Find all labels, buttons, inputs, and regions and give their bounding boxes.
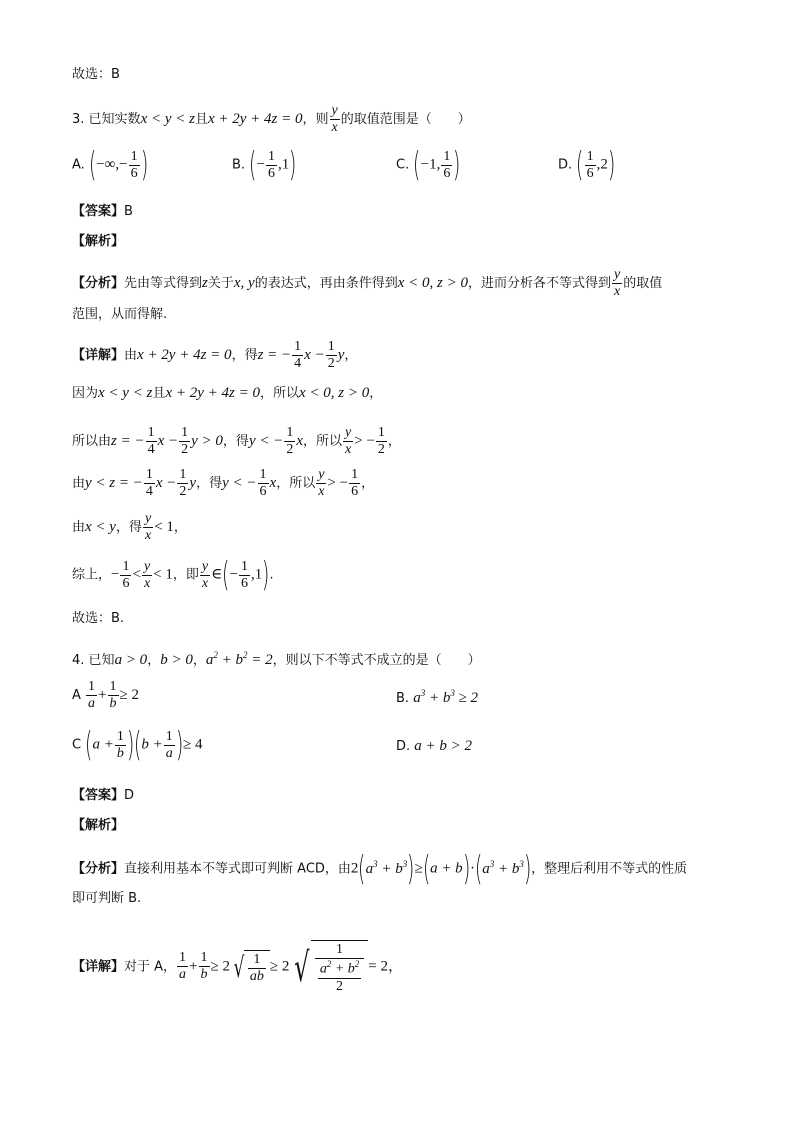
xj-text: ，即 <box>172 567 199 583</box>
xj-text: 由 <box>72 476 86 491</box>
frac-y-over-x: $\frac{y}{x}$ <box>331 103 338 135</box>
q3-stem-text-a: 已知实数 <box>88 112 141 127</box>
xj-text: ，得 <box>115 520 142 535</box>
q3-equation: x + 2y + 4z = 0 <box>207 111 303 127</box>
fenxi-text: ，整理后利用不等式的性质 <box>531 861 688 877</box>
q4-fenxi: 【分析】直接利用基本不等式即可判断 ACD，由$2(a^3 + b^3)\ge(a + b)\cdot(a^3 + b^3)$，整理后利用不等式的性质 <box>72 849 688 889</box>
xj-text: 所以由 <box>72 434 112 449</box>
xj-text: ， <box>173 520 187 535</box>
q3-xiangjie-1: 【详解】由x + 2y + 4z = 0，得z = − $\frac{1}{4}$ x − $\frac{1}{2}$ y， <box>72 339 358 371</box>
xj-text: ，所以 <box>303 434 343 449</box>
xj-text: 由 <box>72 520 86 535</box>
xj-text: ， <box>361 476 375 491</box>
q4-answer <box>72 787 134 805</box>
q4-analysis-tag <box>72 817 124 835</box>
option-label: C. <box>396 157 410 173</box>
fenxi-text: 直接利用基本不等式即可判断 ACD，由 <box>124 861 351 877</box>
q3-fenxi: 【分析】先由等式得到z关于x, y的表达式，再由条件得到x < 0, z > 0，进而分析各不等式得到 $\frac{y}{x}$ 的取值 <box>72 267 663 299</box>
fenxi-text: 的表达式，再由条件得到 <box>254 276 398 291</box>
xj-text: ，所以 <box>276 476 316 491</box>
q3-condition: x < y < z <box>140 111 195 127</box>
answer-tag: 【答案】 <box>72 788 125 803</box>
fenxi-text: ，进而分析各不等式得到 <box>467 276 611 291</box>
xiangjie-tag: 【详解】 <box>72 959 125 975</box>
answer-value: D <box>124 788 135 803</box>
q3-number: 3. <box>72 112 85 127</box>
xj-text: ，所以 <box>259 386 299 401</box>
xj-text: 且 <box>152 386 166 401</box>
option-label: A <box>72 688 81 703</box>
q4-stem-text: 已知 <box>88 653 115 668</box>
q4-option-d: D. a + b > 2 <box>396 738 473 754</box>
analysis-tag: 【解析】 <box>72 818 125 833</box>
q3-xiangjie-2: 因为x < y < z且x + 2y + 4z = 0，所以x < 0, z > 0， <box>72 385 383 401</box>
prev-choice: 故选：B <box>72 67 120 82</box>
xj-text: 因为 <box>72 386 99 401</box>
q4-stem-text: ， <box>192 653 206 668</box>
q3-stem-text-b: ，则 <box>302 112 329 127</box>
q4-stem-text: ，则以下不等式不成立的是（ ） <box>272 653 481 668</box>
xj-text: ，得 <box>222 434 249 449</box>
q3-xiangjie-6: 综上，− $\frac{1}{6}$ < $\frac{y}{x}$ < 1，即 $\frac{y}{x}$ ∈(− $\frac{1}{6}$ ,1). <box>72 555 274 595</box>
xj-text: . <box>269 567 274 583</box>
xj-text: 综上， <box>72 567 112 583</box>
q4-option-b: B. $a^3 + b^3 \ge 2$ <box>396 688 479 706</box>
q3-analysis-tag <box>72 233 124 251</box>
q3-xiangjie-5: 由x < y，得 $\frac{y}{x}$ < 1， <box>72 511 187 543</box>
option-label: C <box>72 737 82 753</box>
fenxi-text: 先由等式得到 <box>124 276 203 291</box>
xj-text: 由 <box>124 348 138 363</box>
q3-option-c: C. (−1, $\frac{1}{6}$ ) <box>396 145 461 185</box>
option-label: B. <box>232 157 246 173</box>
xj-text: ，得 <box>196 476 223 491</box>
option-label: B. <box>396 691 410 706</box>
fenxi-condition: x < 0, z > 0 <box>397 275 468 291</box>
xj-text: ， <box>369 386 383 401</box>
q3-option-a: A. (−∞,− $\frac{1}{6}$ ) <box>72 145 148 185</box>
fenxi-tag: 【分析】 <box>72 276 125 291</box>
xj-text: ， <box>387 434 401 449</box>
q4-stem: 4. 已知a > 0，b > 0，$a^2 + b^2 = 2$，则以下不等式不成立的是（ ） <box>72 650 481 668</box>
q4-xiangjie: 【详解】对于 A， $\frac{1}{a}$ + $\frac{1}{b}$ ≥ 2 √ $\frac{1}{ab}$ ≥ 2 √ $\frac{1}{\frac{a^2 + b^2}{2}}$ = 2， <box>72 942 403 994</box>
q3-option-b: B. (− $\frac{1}{6}$ ,1) <box>232 145 297 185</box>
option-label: D. <box>396 739 411 754</box>
q3-option-d: D. ( $\frac{1}{6}$ ,2) <box>558 145 616 185</box>
q3-final-choice: 故选：B. <box>72 611 125 626</box>
q3-xiangjie-3: 所以由z = − $\frac{1}{4}$ x − $\frac{1}{2}$ y > 0，得y < − $\frac{1}{2}$ x，所以 $\frac{y}{x}$ > − $\frac{1}{2}$ ， <box>72 425 401 457</box>
q3-stem <box>72 104 471 135</box>
xj-end: = 2， <box>368 958 403 975</box>
answer-value: B <box>124 204 133 219</box>
fenxi-text: 关于 <box>207 276 234 291</box>
fenxi-tag: 【分析】 <box>72 861 125 877</box>
xj-text: ， <box>344 348 358 363</box>
fenxi-text: 的取值 <box>623 276 663 291</box>
xiangjie-tag: 【详解】 <box>72 348 125 363</box>
q4-option-a: A $\frac{1}{a}$ + $\frac{1}{b}$ ≥ 2 <box>72 679 139 711</box>
option-label: A. <box>72 157 85 173</box>
q4-number: 4. <box>72 653 85 668</box>
q3-stem-text-c: 的取值范围是（ ） <box>340 112 471 127</box>
q4-fenxi-cont: 即可判断 B. <box>72 891 142 906</box>
q3-answer <box>72 203 133 221</box>
q4-option-c: C (a + $\frac{1}{b}$ )(b + $\frac{1}{a}$ )≥ 4 <box>72 725 203 765</box>
xj-text: 对于 A， <box>124 959 177 975</box>
answer-tag: 【答案】 <box>72 204 125 219</box>
xj-text: ，得 <box>231 348 258 363</box>
analysis-tag: 【解析】 <box>72 234 125 249</box>
option-label: D. <box>558 157 573 173</box>
q3-fenxi-cont: 范围，从而得解. <box>72 307 168 322</box>
q4-stem-text: ， <box>147 653 161 668</box>
q3-xiangjie-4: 由y < z = − $\frac{1}{4}$ x − $\frac{1}{2}$ y，得y < − $\frac{1}{6}$ x，所以 $\frac{y}{x}$ > − $\frac{1}{6}$ ， <box>72 467 375 499</box>
q3-stem-text-mid: 且 <box>194 112 208 127</box>
